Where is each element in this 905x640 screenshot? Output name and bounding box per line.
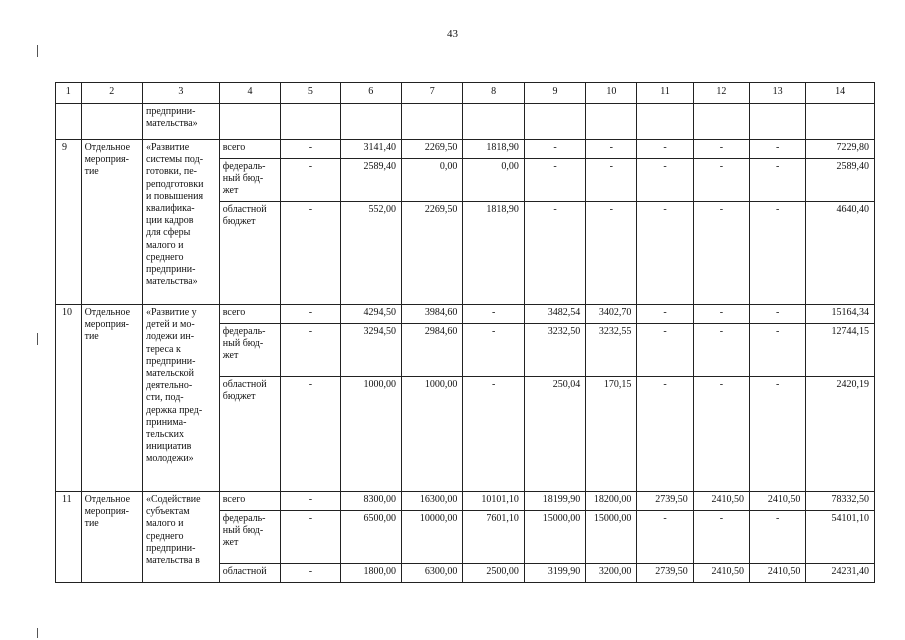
value-cell: 3984,60	[401, 305, 462, 324]
value-cell: -	[463, 305, 524, 324]
funding-source: федераль- ный бюд- жет	[219, 159, 280, 202]
empty-cell	[586, 104, 637, 140]
activity-type: Отдельное мероприя- тие	[81, 492, 142, 583]
page-number: 43	[447, 28, 458, 40]
value-cell: 2589,40	[340, 159, 401, 202]
value-cell: 1000,00	[401, 377, 462, 492]
value-cell: 170,15	[586, 377, 637, 492]
value-cell: 6500,00	[340, 511, 401, 564]
funding-source: федераль- ный бюд- жет	[219, 511, 280, 564]
value-cell: 250,04	[524, 377, 585, 492]
empty-cell	[81, 104, 142, 140]
column-header: 10	[586, 83, 637, 104]
activity-name: «Содействие субъектам малого и среднего предприни- мательства в	[143, 492, 220, 583]
funding-source: областной	[219, 564, 280, 583]
value-cell: 18199,90	[524, 492, 585, 511]
funding-source: областной бюджет	[219, 377, 280, 492]
funding-source: областной бюджет	[219, 202, 280, 305]
value-cell: 8300,00	[340, 492, 401, 511]
value-cell: -	[750, 377, 806, 492]
value-cell: -	[281, 492, 340, 511]
empty-cell	[463, 104, 524, 140]
value-cell: 2269,50	[401, 140, 462, 159]
value-cell: -	[693, 159, 749, 202]
value-cell: -	[281, 324, 340, 377]
value-cell: -	[637, 202, 693, 305]
table-row	[56, 492, 875, 511]
empty-cell	[693, 104, 749, 140]
value-cell: 3402,70	[586, 305, 637, 324]
value-cell: 0,00	[463, 159, 524, 202]
value-cell: -	[281, 305, 340, 324]
column-header: 13	[750, 83, 806, 104]
value-cell: 2500,00	[463, 564, 524, 583]
funding-source: федераль- ный бюд- жет	[219, 324, 280, 377]
empty-cell	[750, 104, 806, 140]
value-cell: -	[750, 202, 806, 305]
column-header: 3	[143, 83, 220, 104]
value-cell: -	[693, 511, 749, 564]
value-cell: -	[750, 511, 806, 564]
value-cell: 18200,00	[586, 492, 637, 511]
value-cell: -	[524, 159, 585, 202]
value-cell: -	[693, 324, 749, 377]
continuation-row	[56, 104, 875, 140]
value-cell: -	[281, 511, 340, 564]
value-cell: 3482,54	[524, 305, 585, 324]
value-cell: 2410,50	[693, 564, 749, 583]
value-cell: -	[586, 202, 637, 305]
funding-source: всего	[219, 140, 280, 159]
value-cell: -	[281, 564, 340, 583]
value-cell: 1818,90	[463, 140, 524, 159]
value-cell: -	[281, 202, 340, 305]
value-cell: 78332,50	[806, 492, 875, 511]
empty-cell	[524, 104, 585, 140]
row-number: 10	[56, 305, 82, 492]
empty-cell	[806, 104, 875, 140]
column-header: 5	[281, 83, 340, 104]
value-cell: 15164,34	[806, 305, 875, 324]
value-cell: 7601,10	[463, 511, 524, 564]
value-cell: -	[637, 511, 693, 564]
value-cell: 2269,50	[401, 202, 462, 305]
header-row	[56, 83, 875, 104]
column-header: 2	[81, 83, 142, 104]
value-cell: 24231,40	[806, 564, 875, 583]
value-cell: 1000,00	[340, 377, 401, 492]
value-cell: 3232,55	[586, 324, 637, 377]
activity-name: «Развитие у детей и мо- лодежи ин- тереса к предприни- мательской деятельно- сти, под- держка пред- принима- тельских инициатив молодежи»	[143, 305, 220, 492]
value-cell: -	[281, 159, 340, 202]
column-header: 8	[463, 83, 524, 104]
empty-cell	[219, 104, 280, 140]
empty-cell	[401, 104, 462, 140]
value-cell: -	[750, 324, 806, 377]
budget-table	[55, 82, 875, 583]
value-cell: 54101,10	[806, 511, 875, 564]
value-cell: -	[637, 324, 693, 377]
table-row	[56, 140, 875, 159]
continuation-text: предприни- мательства»	[143, 104, 220, 140]
value-cell: -	[586, 159, 637, 202]
value-cell: 552,00	[340, 202, 401, 305]
value-cell: -	[463, 377, 524, 492]
value-cell: -	[463, 324, 524, 377]
value-cell: -	[637, 377, 693, 492]
margin-mark	[37, 333, 38, 345]
value-cell: -	[750, 140, 806, 159]
value-cell: 0,00	[401, 159, 462, 202]
value-cell: 12744,15	[806, 324, 875, 377]
value-cell: 10000,00	[401, 511, 462, 564]
funding-source: всего	[219, 492, 280, 511]
value-cell: 15000,00	[524, 511, 585, 564]
column-header: 1	[56, 83, 82, 104]
value-cell: 1800,00	[340, 564, 401, 583]
column-header: 14	[806, 83, 875, 104]
value-cell: 7229,80	[806, 140, 875, 159]
value-cell: 2589,40	[806, 159, 875, 202]
margin-mark	[37, 45, 38, 57]
row-number: 11	[56, 492, 82, 583]
empty-cell	[340, 104, 401, 140]
value-cell: 2420,19	[806, 377, 875, 492]
empty-cell	[281, 104, 340, 140]
value-cell: -	[750, 305, 806, 324]
column-header: 6	[340, 83, 401, 104]
value-cell: -	[693, 140, 749, 159]
value-cell: -	[750, 159, 806, 202]
value-cell: -	[637, 159, 693, 202]
value-cell: -	[693, 202, 749, 305]
value-cell: 3200,00	[586, 564, 637, 583]
value-cell: -	[586, 140, 637, 159]
activity-type: Отдельное мероприя- тие	[81, 305, 142, 492]
value-cell: 3294,50	[340, 324, 401, 377]
value-cell: 3141,40	[340, 140, 401, 159]
value-cell: 16300,00	[401, 492, 462, 511]
value-cell: 1818,90	[463, 202, 524, 305]
value-cell: 3232,50	[524, 324, 585, 377]
row-number: 9	[56, 140, 82, 305]
value-cell: -	[281, 377, 340, 492]
column-header: 9	[524, 83, 585, 104]
funding-source: всего	[219, 305, 280, 324]
value-cell: 4640,40	[806, 202, 875, 305]
value-cell: 10101,10	[463, 492, 524, 511]
value-cell: -	[637, 305, 693, 324]
value-cell: 15000,00	[586, 511, 637, 564]
value-cell: -	[281, 140, 340, 159]
value-cell: 2410,50	[750, 564, 806, 583]
value-cell: -	[693, 377, 749, 492]
column-header: 12	[693, 83, 749, 104]
empty-cell	[56, 104, 82, 140]
value-cell: -	[524, 202, 585, 305]
empty-cell	[637, 104, 693, 140]
value-cell: 2984,60	[401, 324, 462, 377]
column-header: 7	[401, 83, 462, 104]
table-row	[56, 305, 875, 324]
value-cell: 2739,50	[637, 564, 693, 583]
value-cell: 6300,00	[401, 564, 462, 583]
value-cell: 3199,90	[524, 564, 585, 583]
value-cell: -	[693, 305, 749, 324]
margin-mark	[37, 628, 38, 638]
value-cell: -	[637, 140, 693, 159]
activity-name: «Развитие системы под- готовки, пе- реподготовки и повышения квалифика- ции кадров для сферы малого и среднего предприни- мательства»	[143, 140, 220, 305]
column-header: 11	[637, 83, 693, 104]
value-cell: 2410,50	[693, 492, 749, 511]
value-cell: 2739,50	[637, 492, 693, 511]
value-cell: 2410,50	[750, 492, 806, 511]
column-header: 4	[219, 83, 280, 104]
value-cell: -	[524, 140, 585, 159]
value-cell: 4294,50	[340, 305, 401, 324]
activity-type: Отдельное мероприя- тие	[81, 140, 142, 305]
